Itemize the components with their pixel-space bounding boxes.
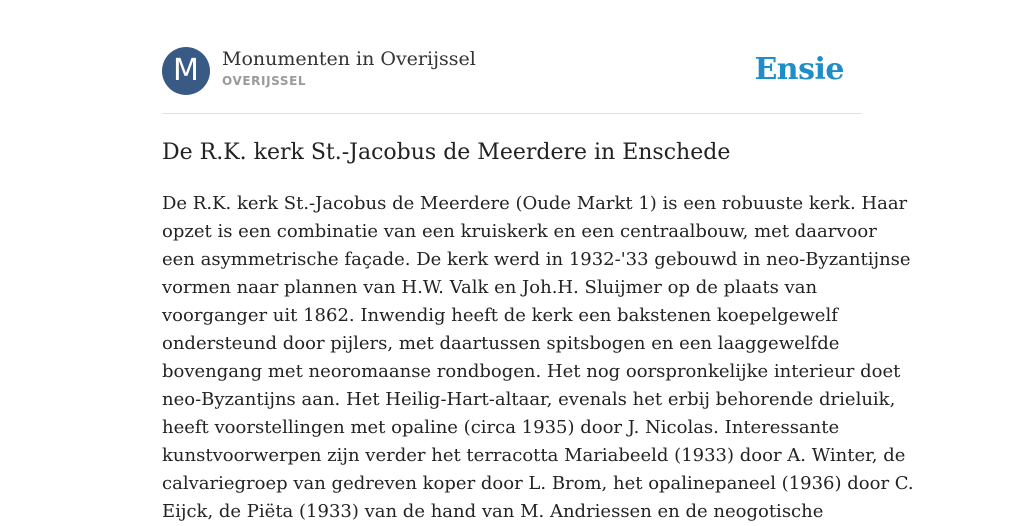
article-title: De R.K. kerk St.-Jacobus de Meerdere in Enschede [162, 140, 731, 165]
channel-name[interactable]: Monumenten in Overijssel [222, 48, 476, 70]
article-body-line: calvariegroep van gedreven koper door L. Brom, het opalinepaneel (1936) door C. [162, 473, 914, 494]
article-body [162, 190, 914, 526]
channel-avatar[interactable]: M [162, 47, 210, 95]
article-body-line: opzet is een combinatie van een kruiskerk en een centraalbouw, met daarvoor [162, 221, 877, 242]
channel-header [162, 46, 862, 96]
article-body-line: voorganger uit 1862. Inwendig heeft de kerk een bakstenen koepelgewelf [162, 305, 838, 326]
ensie-logo[interactable]: Ensie [754, 52, 844, 87]
channel-subtitle: OVERIJSSEL [222, 74, 307, 88]
article-body-line: vormen naar plannen van H.W. Valk en Joh.H. Sluijmer op de plaats van [162, 277, 818, 298]
article-body-line: ondersteund door pijlers, met daartussen spitsbogen en een laaggewelfde [162, 333, 840, 354]
article-body-line: neo-Byzantijns aan. Het Heilig-Hart-altaar, evenals het erbij behorende drieluik, [162, 389, 896, 410]
article-body-line: De R.K. kerk St.-Jacobus de Meerdere (Oude Markt 1) is een robuuste kerk. Haar [162, 193, 908, 214]
article-body-line: kunstvoorwerpen zijn verder het terracotta Mariabeeld (1933) door A. Winter, de [162, 445, 906, 466]
article-body-line: een asymmetrische façade. De kerk werd in 1932-'33 gebouwd in neo-Byzantijnse [162, 249, 911, 270]
article-body-line: Eijck, de Piëta (1933) van de hand van M. Andriessen en de neogotische [162, 501, 824, 522]
article-body-line: bovengang met neoromaanse rondbogen. Het nog oorspronkelijke interieur doet [162, 361, 901, 382]
header-divider [162, 113, 862, 114]
article-body-line: heeft voorstellingen met opaline (circa 1935) door J. Nicolas. Interessante [162, 417, 840, 438]
